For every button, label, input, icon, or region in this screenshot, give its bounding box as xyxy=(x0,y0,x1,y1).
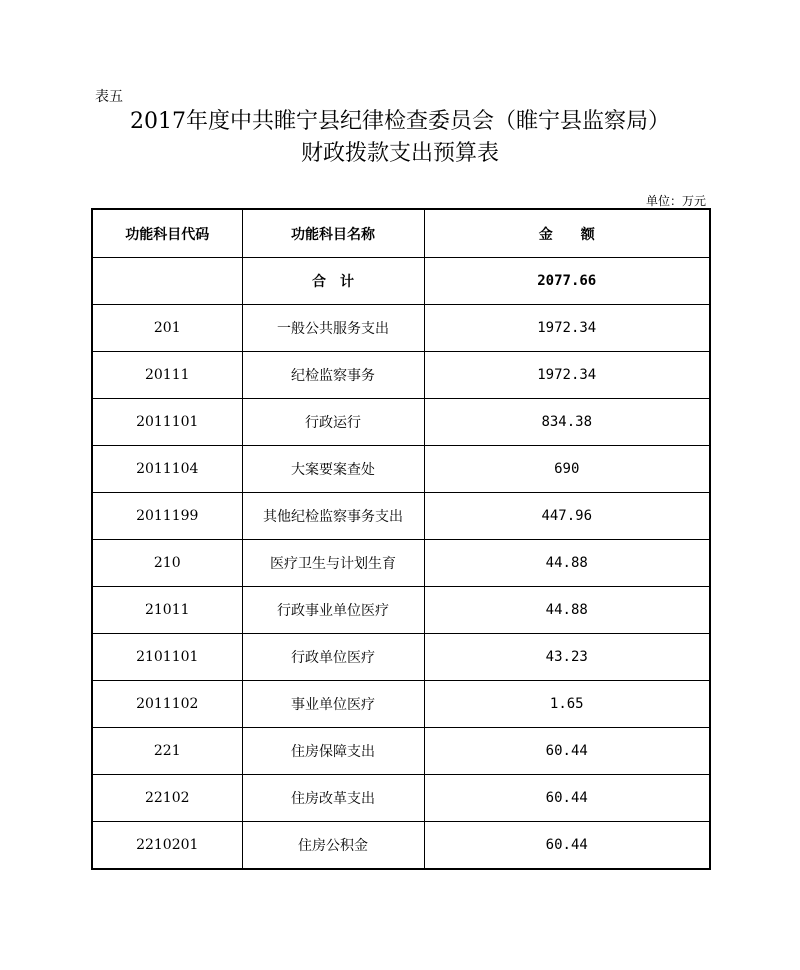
row-name: 事业单位医疗 xyxy=(242,681,424,728)
table-row xyxy=(92,681,710,728)
row-code: 2011199 xyxy=(92,493,242,540)
row-code: 2101101 xyxy=(92,634,242,681)
table-header-row xyxy=(92,209,710,258)
row-code: 20111 xyxy=(92,352,242,399)
total-row xyxy=(92,258,710,305)
row-code: 2011104 xyxy=(92,446,242,493)
row-amount: 44.88 xyxy=(424,587,710,634)
row-amount: 1972.34 xyxy=(424,305,710,352)
row-name: 一般公共服务支出 xyxy=(242,305,424,352)
unit-label: 单位：万元 xyxy=(645,194,706,208)
document-title-line-1: 2017年度中共睢宁县纪律检查委员会（睢宁县监察局） xyxy=(130,109,670,134)
total-label: 合 计 xyxy=(242,258,424,305)
table-row xyxy=(92,587,710,634)
row-amount: 60.44 xyxy=(424,822,710,870)
table-row xyxy=(92,634,710,681)
table-row xyxy=(92,305,710,352)
row-code: 21011 xyxy=(92,587,242,634)
row-name: 住房改革支出 xyxy=(242,775,424,822)
header-code: 功能科目代码 xyxy=(92,209,242,258)
table-row xyxy=(92,493,710,540)
table-row xyxy=(92,446,710,493)
row-code: 201 xyxy=(92,305,242,352)
row-amount: 44.88 xyxy=(424,540,710,587)
table-row xyxy=(92,822,710,870)
row-amount: 60.44 xyxy=(424,728,710,775)
row-code: 221 xyxy=(92,728,242,775)
row-code: 210 xyxy=(92,540,242,587)
total-code xyxy=(92,258,242,305)
row-name: 大案要案查处 xyxy=(242,446,424,493)
row-name: 医疗卫生与计划生育 xyxy=(242,540,424,587)
row-name: 行政单位医疗 xyxy=(242,634,424,681)
table-row xyxy=(92,775,710,822)
table-row xyxy=(92,728,710,775)
row-code: 2011101 xyxy=(92,399,242,446)
row-amount: 1972.34 xyxy=(424,352,710,399)
table-row xyxy=(92,352,710,399)
table-row xyxy=(92,399,710,446)
row-amount: 834.38 xyxy=(424,399,710,446)
row-name: 行政事业单位医疗 xyxy=(242,587,424,634)
row-amount: 60.44 xyxy=(424,775,710,822)
header-name: 功能科目名称 xyxy=(242,209,424,258)
row-amount: 43.23 xyxy=(424,634,710,681)
row-name: 住房保障支出 xyxy=(242,728,424,775)
row-name: 行政运行 xyxy=(242,399,424,446)
total-amount: 2077.66 xyxy=(424,258,710,305)
row-amount: 690 xyxy=(424,446,710,493)
row-code: 2210201 xyxy=(92,822,242,870)
row-code: 2011102 xyxy=(92,681,242,728)
row-name: 其他纪检监察事务支出 xyxy=(242,493,424,540)
header-amount: 金 额 xyxy=(424,209,710,258)
document-title-line-2: 财政拨款支出预算表 xyxy=(300,141,499,166)
table-label: 表五 xyxy=(95,89,123,105)
row-amount: 447.96 xyxy=(424,493,710,540)
row-code: 22102 xyxy=(92,775,242,822)
table-row xyxy=(92,540,710,587)
row-name: 住房公积金 xyxy=(242,822,424,870)
budget-table xyxy=(91,208,711,870)
row-name: 纪检监察事务 xyxy=(242,352,424,399)
row-amount: 1.65 xyxy=(424,681,710,728)
